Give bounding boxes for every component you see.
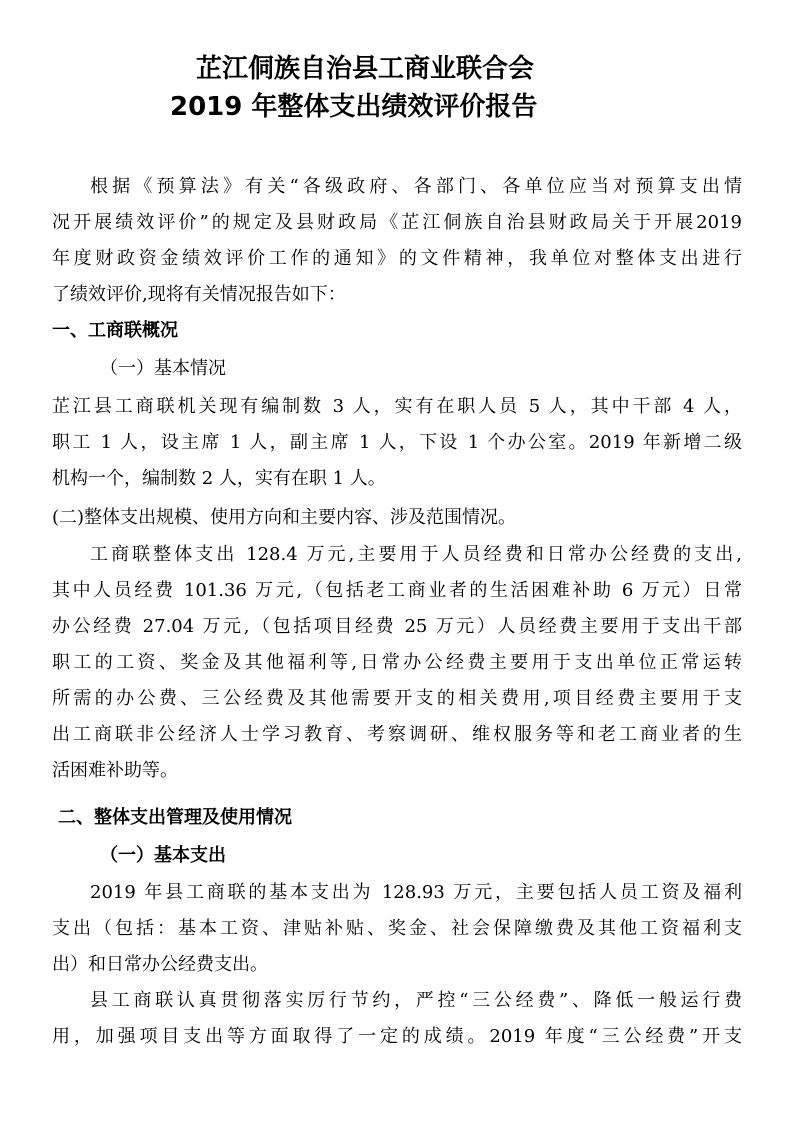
paragraph-line: 用，加强项目支出等方面取得了一定的成绩。2019 年度“三公经费”开支: [52, 1026, 742, 1047]
paragraph-line: 所需的办公费、三公经费及其他需要开支的相关费用,项目经费主要用于支: [52, 688, 742, 709]
paragraph-line: 活困难补助等。: [52, 760, 178, 781]
subsection-heading: (二)整体支出规模、使用方向和主要内容、涉及范围情况。: [52, 507, 517, 528]
section-heading: 一、工商联概况: [52, 320, 178, 341]
subsection-heading: （一）基本情况: [100, 358, 226, 379]
subsection-heading: （一）基本支出: [100, 845, 226, 866]
paragraph-line: 职工的工资、奖金及其他福利等,日常办公经费主要用于支出单位正常运转: [52, 652, 742, 673]
intro-line: 年度财政资金绩效评价工作的通知》的文件精神，我单位对整体支出进行: [52, 248, 742, 269]
paragraph-line: 2019 年县工商联的基本支出为 128.93 万元，主要包括人员工资及福利: [90, 882, 742, 903]
paragraph-line: 办公经费 27.04 万元,（包括项目经费 25 万元）人员经费主要用于支出干部: [52, 616, 742, 637]
paragraph-line: 职工 1 人，设主席 1 人，副主席 1 人，下设 1 个办公室。2019 年新增二级: [52, 432, 742, 453]
paragraph-line: 出工商联非公经济人士学习教育、考察调研、维权服务等和老工商业者的生: [52, 724, 742, 745]
paragraph-line: 其中人员经费 101.36 万元,（包括老工商业者的生活困难补助 6 万元）日常: [52, 580, 742, 601]
intro-line: 根据《预算法》有关“各级政府、各部门、各单位应当对预算支出情: [90, 176, 742, 197]
paragraph-line: 机构一个，编制数 2 人，实有在职 1 人。: [52, 468, 386, 489]
paragraph-line: 县工商联认真贯彻落实厉行节约，严控“三公经费”、降低一般运行费: [90, 990, 742, 1011]
intro-line: 况开展绩效评价”的规定及县财政局《芷江侗族自治县财政局关于开展2019: [52, 212, 742, 233]
intro-line: 了绩效评价,现将有关情况报告如下：: [52, 284, 346, 305]
paragraph-line: 芷江县工商联机关现有编制数 3 人，实有在职人员 5 人，其中干部 4 人，: [52, 396, 742, 417]
paragraph-line: 工商联整体支出 128.4 万元,主要用于人员经费和日常办公经费的支出,: [90, 544, 742, 565]
paragraph-line: 支出（包括：基本工资、津贴补贴、奖金、社会保障缴费及其他工资福利支: [52, 918, 742, 939]
document-title-line1: 芷江侗族自治县工商业联合会: [196, 54, 535, 84]
document-title-line2: 2019 年整体支出绩效评价报告: [170, 92, 538, 122]
section-heading: 二、整体支出管理及使用情况: [58, 807, 292, 828]
paragraph-line: 出）和日常办公经费支出。: [52, 954, 268, 975]
